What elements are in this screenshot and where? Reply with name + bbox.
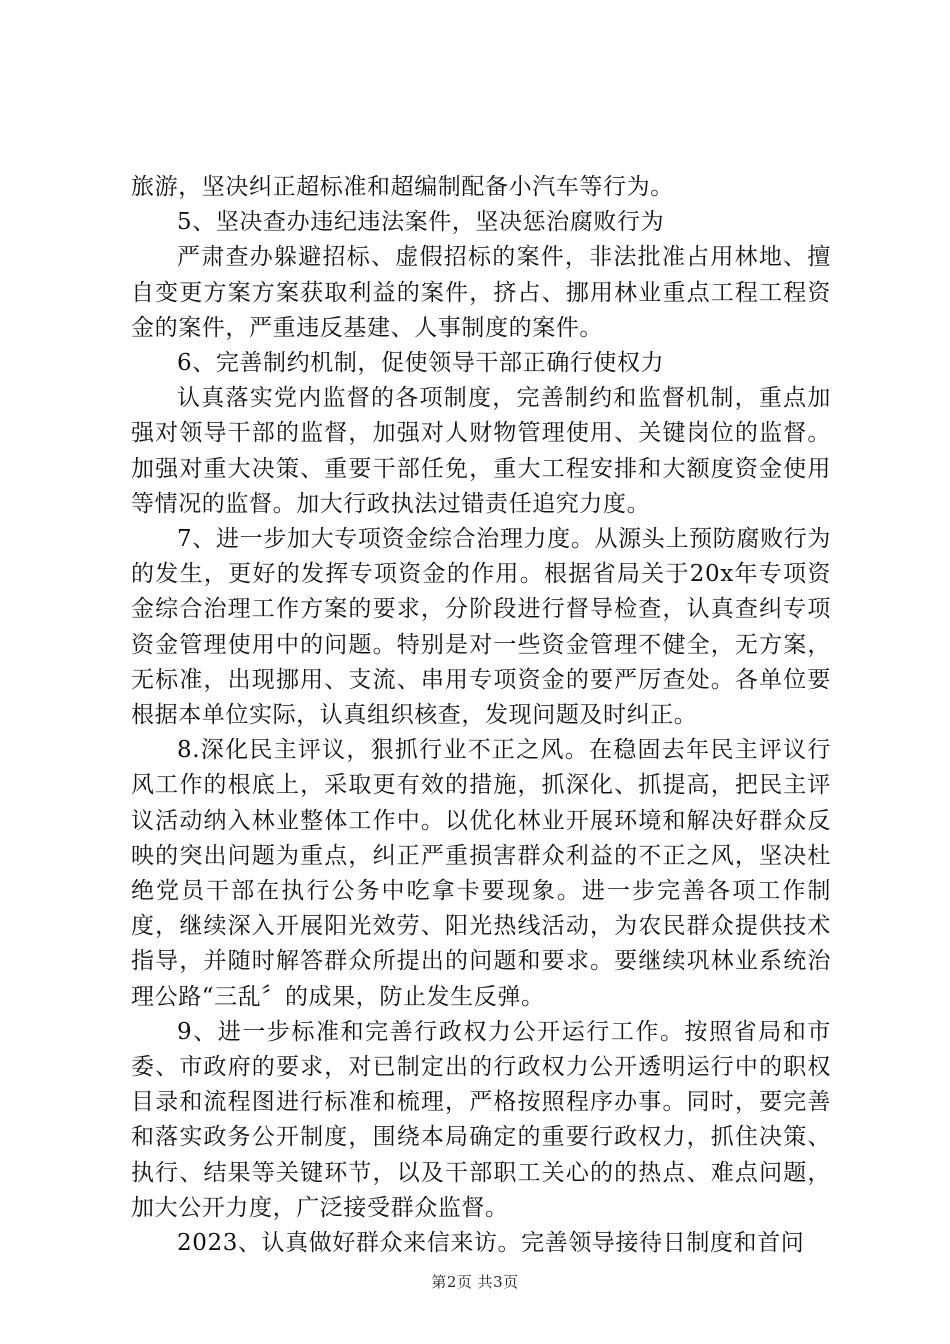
section-heading-5: 5、坚决查办违纪违法案件，坚决惩治腐败行为 xyxy=(177,209,665,236)
section-paragraph-7: 7、进一步加大专项资金综合治理力度。从源头上预防腐败行为的发生，更好的发挥专项资金的作用。根据省局关于20x年专项资金综合治理工作方案的要求，分阶段进行督导检查，认真查纠专项资金管理使用中的问题。特别是对一些资金管理不健全，无方案，无标准，出现挪用、支流、串用专项资金的要严厉查处。各单位要根据本单位实际，认真组织核查，发现问题及时纠正。 xyxy=(131,526,831,729)
section-paragraph-9: 9、进一步标准和完善行政权力公开运行工作。按照省局和市委、市政府的要求，对已制定出的行政权力公开透明运行中的职权目录和流程图进行标准和梳理，严格按照程序办事。同时，要完善和落实政务公开制度，围绕本局确定的重要行政权力，抓住决策、执行、结果等关键环节，以及干部职工关心的的热点、难点问题，加大公开力度，广泛接受群众监督。 xyxy=(131,1018,831,1221)
paragraph: 认真落实党内监督的各项制度，完善制约和监督机制，重点加强对领导干部的监督，加强对人财物管理使用、关键岗位的监督。加强对重大决策、重要干部任免，重大工程安排和大额度资金使用等情况的监督。加大行政执法过错责任追究力度。 xyxy=(131,385,831,517)
paragraph: 严肃查办躲避招标、虚假招标的案件，非法批准占用林地、擅自变更方案方案获取利益的案件，挤占、挪用林业重点工程工程资金的案件，严重违反基建、人事制度的案件。 xyxy=(131,244,831,341)
document-body xyxy=(131,170,831,1261)
page-footer: 第2页 共3页 xyxy=(431,1273,519,1291)
section-paragraph-10: 2023、认真做好群众来信来访。完善领导接待日制度和首问 xyxy=(177,1230,805,1257)
paragraph: 旅游，坚决纠正超标准和超编制配备小汽车等行为。 xyxy=(131,174,674,200)
section-heading-6: 6、完善制约机制，促使领导干部正确行使权力 xyxy=(177,350,665,377)
section-paragraph-8: 8.深化民主评议，狠抓行业不正之风。在稳固去年民主评议行风工作的根底上，采取更有效的措施，抓深化、抓提高，把民主评议活动纳入林业整体工作中。以优化林业开展环境和解决好群众反映的突出问题为重点，纠正严重损害群众利益的不正之风，坚决杜绝党员干部在执行公务中吃拿卡要现象。进一步完善各项工作制度，继续深入开展阳光效劳、阳光热线活动，为农民群众提供技术指导，并随时解答群众所提出的问题和要求。要继续巩林业系统治理公路“三乱〞的成果，防止发生反弹。 xyxy=(131,737,831,1010)
